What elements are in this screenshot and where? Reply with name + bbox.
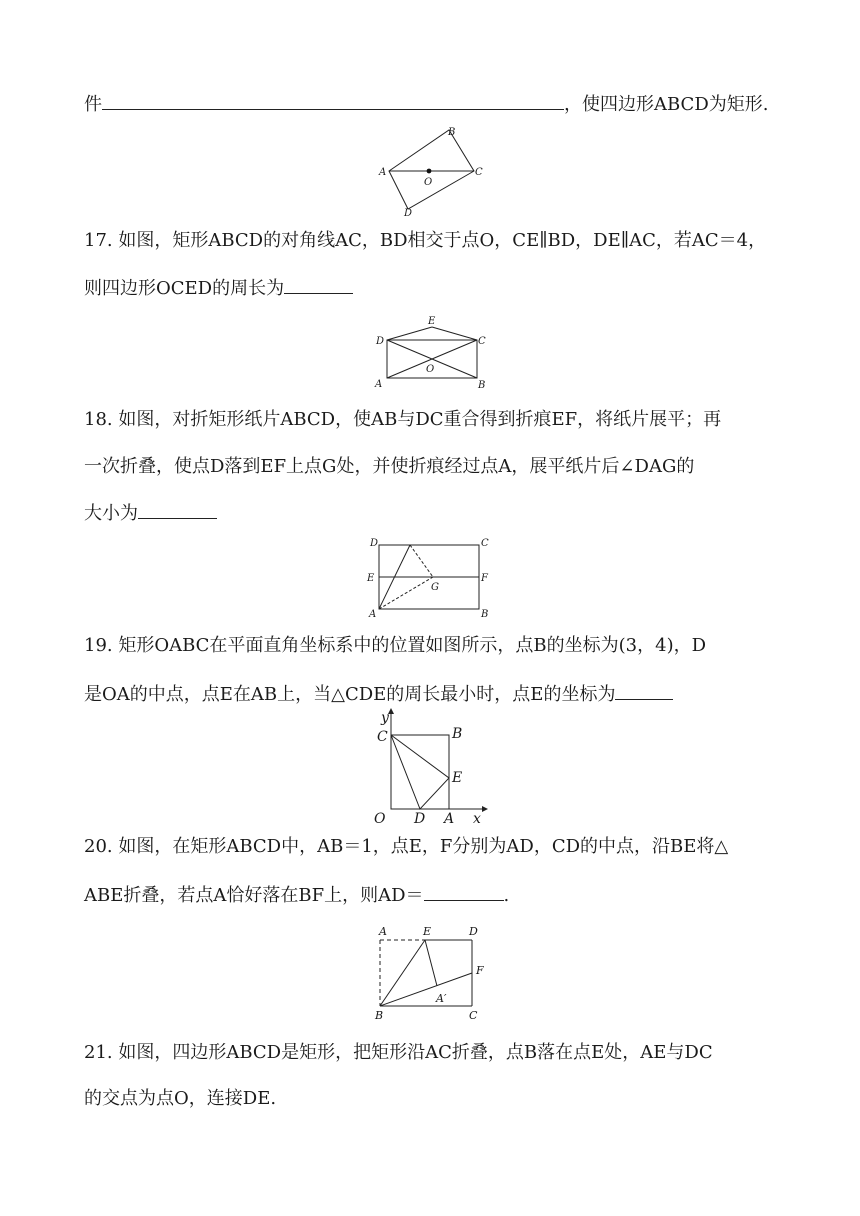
q17-segment-de	[387, 327, 432, 340]
q16-line	[84, 91, 769, 117]
q18-label-b: B	[481, 609, 489, 620]
q17-label-d: D	[376, 336, 385, 347]
q20-label-a-prime: A′	[436, 992, 447, 1005]
q20-label-f: F	[476, 964, 484, 977]
q16-figure	[372, 122, 488, 220]
q19-label-c: C	[377, 729, 388, 745]
q19-label-b: B	[452, 726, 463, 742]
q17-answer-blank[interactable]	[284, 275, 353, 294]
q16-answer-blank[interactable]	[102, 91, 564, 110]
q19-line1: 19. 矩形OABC在平面直角坐标系中的位置如图所示，点B的坐标为(3，4)，D	[84, 635, 707, 656]
q16-label-a: A	[379, 167, 387, 178]
q20-line1: 20. 如图，在矩形ABCD中，AB＝1，点E，F分别为AD，CD的中点，沿BE将△	[84, 836, 729, 857]
q20-line2	[84, 882, 509, 908]
q17-text: 则四边形OCED的周长为	[84, 278, 285, 299]
q19-label-o: O	[374, 811, 386, 826]
q16-label-b: B	[448, 127, 456, 138]
q17-label-b: B	[478, 380, 486, 391]
q20-segment-bf	[380, 973, 472, 1006]
q16-prefix: 件	[84, 94, 102, 115]
q19-figure	[370, 708, 490, 826]
q18-label-e: E	[367, 573, 375, 584]
q20-label-e: E	[423, 925, 432, 938]
q20-label-a: A	[379, 925, 387, 938]
q17-label-c: C	[478, 336, 486, 347]
q20-figure	[370, 924, 496, 1022]
q17-line2	[84, 275, 353, 301]
q17-label-o: O	[426, 364, 435, 375]
q19-text: 是OA的中点，点E在AB上，当△CDE的周长最小时，点E的坐标为	[84, 684, 616, 705]
q19-answer-blank[interactable]	[615, 681, 673, 700]
q20-fold-be	[380, 940, 425, 1006]
q18-label-g: G	[431, 582, 439, 593]
q17-figure	[372, 312, 492, 392]
q20-label-d: D	[469, 925, 478, 938]
q19-label-a: A	[444, 811, 455, 826]
q20-end: .	[503, 885, 510, 906]
q16-label-d: D	[404, 208, 413, 219]
q18-label-d: D	[370, 538, 379, 549]
q20-label-b: B	[375, 1009, 384, 1022]
q18-label-f: F	[481, 573, 488, 584]
q18-segment-g	[410, 545, 433, 577]
q20-label-c: C	[469, 1009, 478, 1022]
q19-label-e: E	[452, 770, 463, 786]
q18-answer-blank[interactable]	[138, 500, 217, 519]
q20-answer-blank[interactable]	[424, 882, 504, 901]
q19-label-d: D	[414, 811, 426, 826]
q19-triangle-cde	[391, 735, 449, 809]
q18-label-a: A	[369, 609, 377, 620]
q18-label-c: C	[481, 538, 489, 549]
q16-label-c: C	[475, 167, 483, 178]
q18-line2: 一次折叠，使点D落到EF上点G处，并使折痕经过点A，展平纸片后∠DAG的	[84, 456, 695, 477]
q19-line2	[84, 681, 673, 707]
q19-x-arrow	[482, 806, 488, 812]
q20-text: ABE折叠，若点A恰好落在BF上，则AD＝	[84, 885, 424, 906]
q16-label-o: O	[424, 177, 433, 188]
q20-segment-ea	[425, 940, 437, 986]
q17-segment-ce	[432, 327, 477, 340]
q18-line3	[84, 500, 217, 526]
q18-figure	[365, 534, 495, 620]
q17-label-a: A	[375, 379, 383, 390]
q16-suffix: ，使四边形ABCD为矩形.	[564, 94, 769, 115]
q19-label-y: y	[381, 710, 389, 726]
q16-point-o	[427, 169, 432, 174]
q21-line2: 的交点为点O，连接DE.	[84, 1088, 277, 1109]
q18-line1: 18. 如图，对折矩形纸片ABCD，使AB与DC重合得到折痕EF，将纸片展平；再	[84, 409, 722, 430]
q19-label-x: x	[473, 811, 481, 826]
q21-line1: 21. 如图，四边形ABCD是矩形，把矩形沿AC折叠，点B落在点E处，AE与DC	[84, 1042, 713, 1063]
q18-text: 大小为	[84, 503, 138, 524]
q16-parallelogram	[389, 130, 474, 209]
q17-line1: 17. 如图，矩形ABCD的对角线AC，BD相交于点O，CE∥BD，DE∥AC，若AC＝4，	[84, 230, 767, 251]
q17-label-e: E	[428, 316, 436, 327]
